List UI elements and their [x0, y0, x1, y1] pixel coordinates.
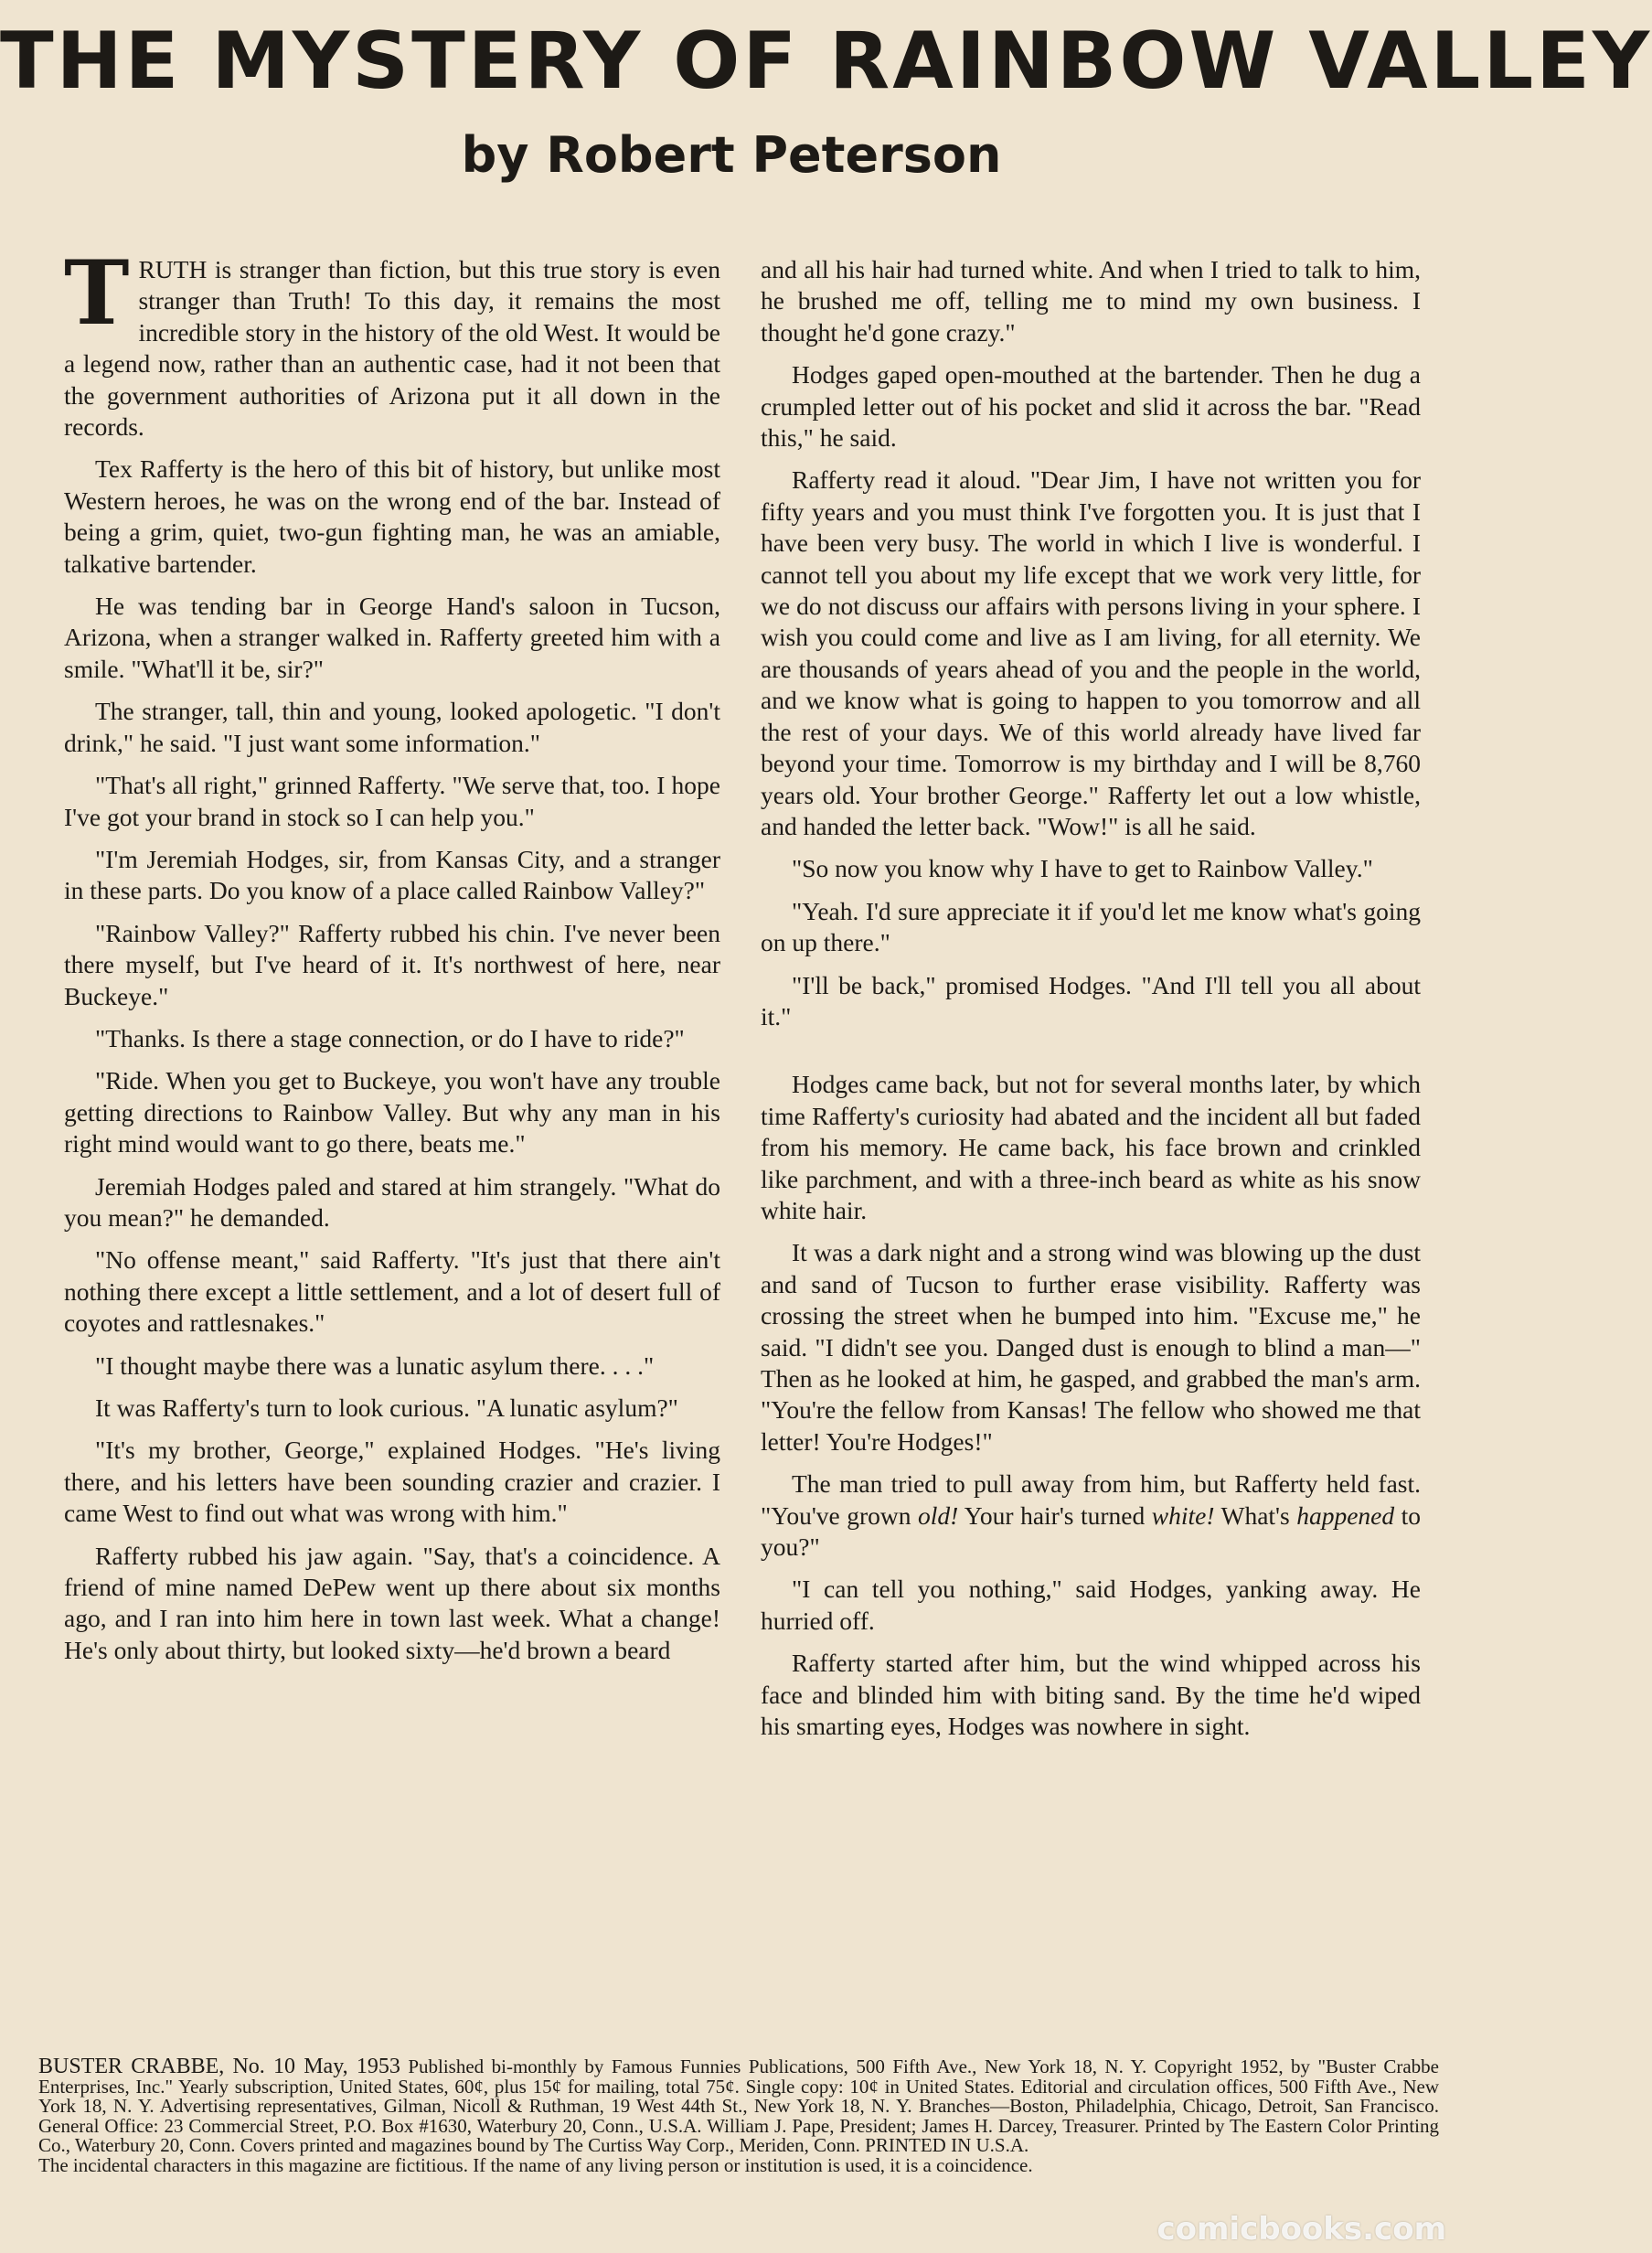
- paragraph: Hodges came back, but not for several months later, by which time Rafferty's curiosity had abated and the incident all but faded from his memory. He came back, his face brown and crinkled like parchment, and with a three-inch beard as white as his snow white hair.: [761, 1070, 1421, 1224]
- paragraph: The stranger, tall, thin and young, looked apologetic. "I don't drink," he said. "I just want some information.": [64, 697, 720, 757]
- paragraph: "Thanks. Is there a stage connection, or do I have to ride?": [95, 1023, 685, 1052]
- paragraph: "No offense meant," said Rafferty. "It's just that there ain't nothing there except a little settlement, and a lot of desert full of coyotes and rattlesnakes.": [64, 1245, 720, 1338]
- paragraph: "I'll be back," promised Hodges. "And I'll tell you all about it.": [761, 970, 1421, 1030]
- paragraph: "So now you know why I have to get to Rainbow Valley.": [792, 854, 1373, 883]
- paragraph: It was a dark night and a strong wind was blowing up the dust and sand of Tucson to further erase visibility. Rafferty was crossing the street when he bumped into him. "Excuse me," he said. "I didn't see you. Danged dust is enough to blind a man—" Then as he looked at him, he gasped, and grabbed the man's arm. "You're the fellow from Kansas! The fellow who showed me that letter! You're Hodges!": [761, 1238, 1421, 1456]
- paragraph: The man tried to pull away from him, but Rafferty held fast. "You've grown old! Your hair's turned white! What's happened to you?": [761, 1469, 1422, 1562]
- drop-cap: T: [64, 241, 130, 345]
- paragraph: and all his hair had turned white. And when I tried to talk to him, he brushed me off, telling me to mind my own business. I thought he'd gone crazy.": [761, 255, 1421, 347]
- paragraph: It was Rafferty's turn to look curious. "A lunatic asylum?": [95, 1393, 678, 1422]
- paragraph: Hodges gaped open-mouthed at the bartender. Then he dug a crumpled letter out of his pocket and slid it across the bar. "Read this," he said.: [761, 360, 1421, 453]
- story-byline: by Robert Peterson: [461, 126, 1002, 184]
- paragraph: He was tending bar in George Hand's saloon in Tucson, Arizona, when a stranger walked in. Rafferty greeted him with a smile. "What'll it be, sir?": [64, 592, 720, 683]
- paragraph: Tex Rafferty is the hero of this bit of history, but unlike most Western heroes, he was on the wrong end of the bar. Instead of being a grim, quiet, two-gun fighting man, he was an amiable, talkative bartender.: [64, 454, 720, 578]
- disclaimer-text: The incidental characters in this magazine are fictitious. If the name of any living person or institution is used, it is a coincidence.: [38, 2153, 1033, 2176]
- story-title: THE MYSTERY OF RAINBOW VALLEY: [0, 16, 1652, 107]
- paragraph: "That's all right," grinned Rafferty. "We serve that, too. I hope I've got your brand in stock so I can help you.": [64, 771, 720, 831]
- paragraph: Jeremiah Hodges paled and stared at him strangely. "What do you mean?" he demanded.: [64, 1171, 720, 1232]
- left-column: [64, 241, 720, 1677]
- paragraph: "It's my brother, George," explained Hodges. "He's living there, and his letters have been sounding crazier and crazier. I came West to find out what was wrong with him.": [64, 1436, 720, 1528]
- paragraph: "I can tell you nothing," said Hodges, yanking away. He hurried off.: [761, 1575, 1421, 1635]
- right-column: [761, 254, 1421, 1753]
- paragraph: Rafferty read it aloud. "Dear Jim, I have not written you for fifty years and you must think I've forgotten you. It is just that I have been very busy. The world in which I live is wonderful. I cannot tell you about my life except that we work very little, for we do not discuss our affairs with persons living in your sphere. I wish you could come and live as I am living, for all eternity. We are thousands of years ahead of you and the people in the world, and we know what is going to happen to you tomorrow and all the rest of your days. We of this world already have lived far beyond your time. Tomorrow is my birthday and I will be 8,760 years old. Your brother George." Rafferty let out a low whistle, and handed the letter back. "Wow!" is all he said.: [761, 465, 1421, 840]
- paragraph: Rafferty started after him, but the wind whipped across his face and blinded him with biting sand. By the time he'd wiped his smarting eyes, Hodges was nowhere in sight.: [761, 1649, 1421, 1741]
- paragraph: Rafferty rubbed his jaw again. "Say, that's a coincidence. A friend of mine named DePew went up there about six months ago, and I ran into him here in town last week. What a change! He's only about thirty, but looked sixty—he'd brown a beard: [64, 1541, 720, 1664]
- paragraph: "I'm Jeremiah Hodges, sir, from Kansas City, and a stranger in these parts. Do you know of a place called Rainbow Valley?": [64, 844, 720, 905]
- issue-line: BUSTER CRABBE, No. 10 May, 1953: [38, 2055, 400, 2078]
- paragraph: "Ride. When you get to Buckeye, you won't have any trouble getting directions to Rainbow Valley. But why any man in his right mind would want to go there, beats me.": [64, 1066, 720, 1159]
- paragraph: "Yeah. I'd sure appreciate it if you'd let me know what's going on up there.": [761, 896, 1421, 957]
- site-watermark: comicbooks.com: [1156, 2211, 1446, 2248]
- indicia-text: Published bi-monthly by Famous Funnies Publications, 500 Fifth Ave., New York 18, N. Y. Copyright 1952, by "Buster Crabbe Enterprises, Inc." Yearly subscription, United States, 60¢, plus 15¢ for mailing, total 75¢. Single copy: 10¢ in United States. Editorial and circulation offices, 500 Fifth Ave., New York 18, N. Y. Advertising representatives, Gilman, Nicoll & Ruthman, 19 West 44th St., New York 18, N. Y. Branches—Boston, Philadelphia, Chicago, Detroit, San Francisco. General Office: 23 Commercial Street, P.O. Box #1630, Waterbury 20, Conn., U.S.A. William J. Pape, President; James H. Darcey, Treasurer. Printed by The Eastern Color Printing Co., Waterbury 20, Conn. Covers printed and magazines bound by The Curtiss Way Corp., Meriden, Conn. PRINTED IN U.S.A.: [38, 2055, 1439, 2156]
- paragraph: "Rainbow Valley?" Rafferty rubbed his chin. I've never been there myself, but I've heard of it. It's northwest of here, near Buckeye.": [64, 918, 720, 1010]
- paragraph: TRUTH is stranger than fiction, but this true story is even stranger than Truth! To this day, it remains the most incredible story in the history of the old West. It would be a legend now, rather than an authentic case, had it not been that the government authorities of Arizona put it all down in the records.: [64, 241, 720, 442]
- paragraph: "I thought maybe there was a lunatic asylum there. . . .": [95, 1351, 655, 1380]
- publication-indicia: [38, 2057, 1439, 2175]
